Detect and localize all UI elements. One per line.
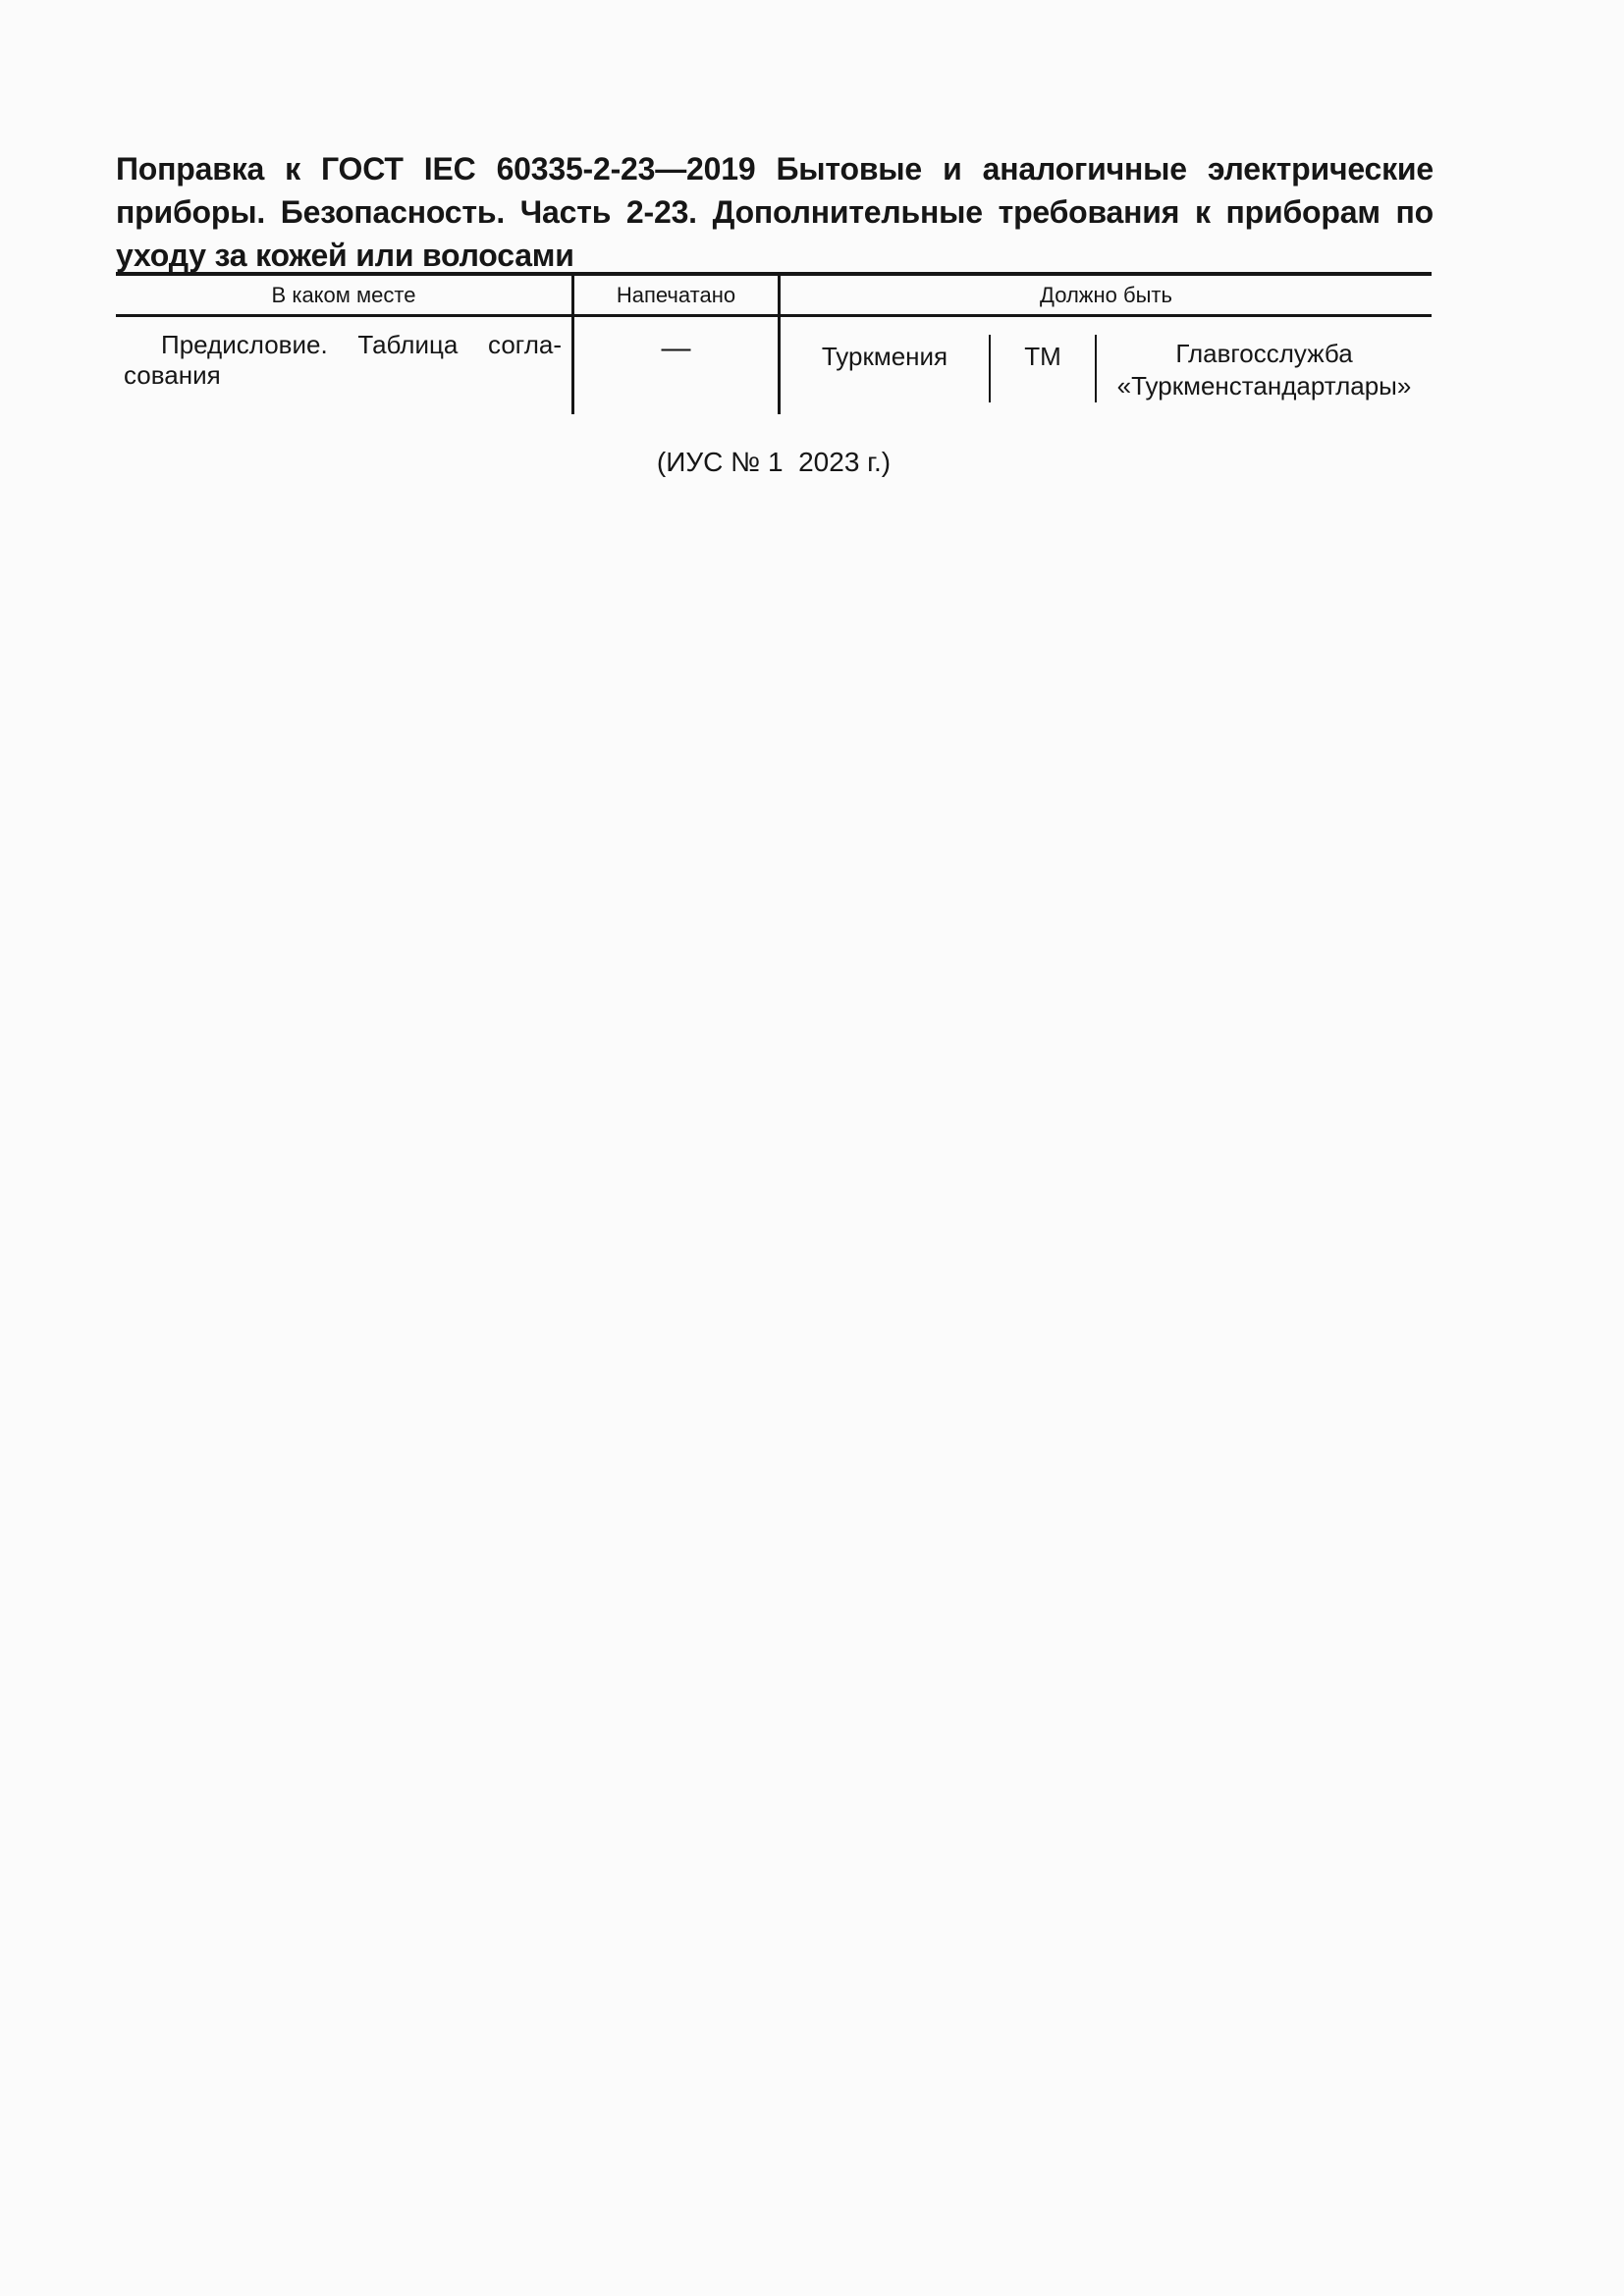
cell-location (116, 317, 574, 414)
cell-country-code: ТМ (1024, 342, 1061, 371)
column-header-location: В каком месте (116, 276, 574, 314)
cell-agency: Главгосслужба «Туркменстандартлары» (1116, 339, 1412, 400)
column-header-should-be: Должно быть (1040, 282, 1172, 307)
cell-printed: — (574, 317, 781, 414)
table-row (116, 317, 1432, 414)
cell-should-be (781, 317, 1432, 414)
table-header-row (116, 276, 1432, 317)
amendment-table (116, 272, 1432, 414)
document-title: Поправка к ГОСТ IEC 60335-2-23—2019 Бытовые и аналогичные электрические приборы. Безопасность. Часть 2-23. Дополнительные требования к приборам по уходу за кожей или волосами (116, 151, 1434, 273)
cell-country: Туркмения (821, 342, 948, 371)
issue-note: (ИУС № 1 2023 г.) (656, 447, 892, 477)
location-text: Предисловие. Таблица согласования (124, 330, 562, 390)
column-header-printed: Напечатано (574, 276, 781, 314)
